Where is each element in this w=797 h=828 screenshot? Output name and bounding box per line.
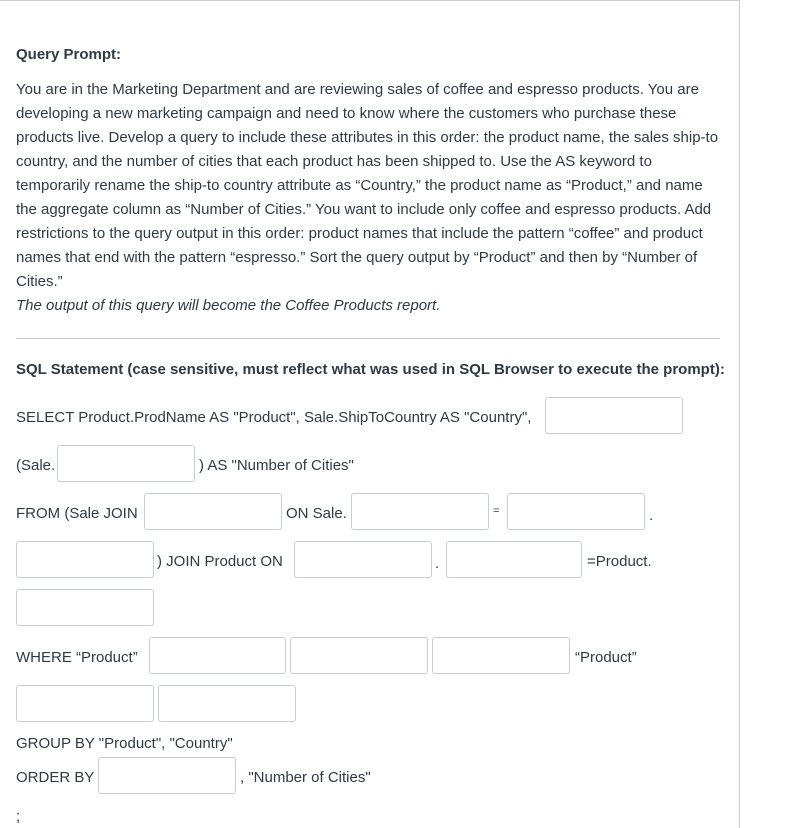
product-join-attribute-input[interactable] — [446, 541, 582, 578]
select-clause-text: SELECT Product.ProdName AS "Product", Sale.ShipToCountry AS "Country", — [16, 409, 532, 426]
where-clause-text: WHERE “Product” — [16, 649, 138, 666]
dot-separator-2: . — [435, 555, 440, 572]
table-attribute-input[interactable] — [16, 541, 154, 578]
where-connector-input[interactable] — [432, 637, 570, 674]
comma-number-cities-text: , "Number of Cities" — [240, 769, 371, 786]
join-table-input[interactable] — [144, 493, 282, 530]
select-aggregate-input[interactable] — [545, 397, 683, 434]
where-product-text: “Product” — [575, 649, 637, 666]
prompt-body: You are in the Marketing Department and are reviewing sales of coffee and espresso products. You are developing a new marketing campaign and need to know where the customers who purchase these products live. Develop a query to include these attributes in this order: the product name, the sales ship-to country, and the number of cities that each product has been shipped to. Use the AS keyword to temporarily rename the ship-to country attribute as “Country,” the product name as “Product,” and name the aggregate column as “Number of Cities.” You want to include only coffee and espresso products. Add restrictions to the query output in this order: product names that include the pattern “coffee” and product names that end with the pattern “espresso.” Sort the query output by “Product” and then by “Number of Cities.” — [16, 81, 719, 290]
order-by-text: ORDER BY — [16, 769, 95, 786]
group-by-text: GROUP BY "Product", "Country" — [16, 735, 233, 752]
section-divider — [16, 338, 720, 339]
on-sale-text: ON Sale. — [286, 505, 347, 522]
equals-sign-text: = — [493, 505, 500, 517]
order-by-input[interactable] — [98, 757, 236, 794]
product-join-table-input[interactable] — [294, 541, 432, 578]
product-on-attribute-input[interactable] — [16, 589, 154, 626]
sql-heading: SQL Statement (case sensitive, must reflect what was used in SQL Browser to execute the prompt): — [16, 361, 725, 378]
prompt-note: The output of this query will become the Coffee Products report. — [16, 297, 441, 314]
on-sale-attribute-input[interactable] — [351, 493, 489, 530]
sale-attribute-input[interactable] — [57, 445, 195, 482]
as-number-cities-text: ) AS "Number of Cities" — [199, 457, 354, 474]
dot-separator-1: . — [649, 507, 654, 524]
where-pattern2-input[interactable] — [158, 685, 296, 722]
sale-open-text: (Sale. — [16, 457, 56, 474]
where-operator2-input[interactable] — [16, 685, 154, 722]
on-table-input[interactable] — [507, 493, 645, 530]
from-clause-text: FROM (Sale JOIN — [16, 505, 138, 522]
prompt-text — [16, 78, 720, 318]
semicolon-text: ; — [16, 808, 21, 825]
equals-product-text: =Product. — [587, 553, 652, 570]
where-pattern-input[interactable] — [290, 637, 428, 674]
prompt-title: Query Prompt: — [16, 46, 122, 63]
join-product-on-text: ) JOIN Product ON — [157, 553, 283, 570]
where-operator-input[interactable] — [149, 637, 286, 674]
